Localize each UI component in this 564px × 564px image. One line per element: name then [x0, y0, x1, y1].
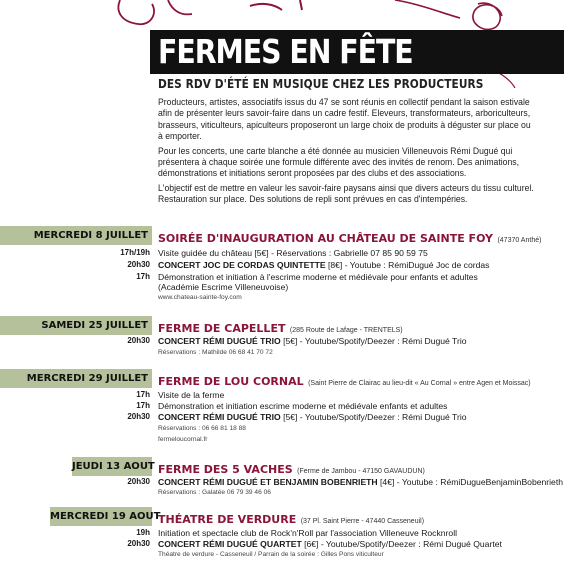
- schedule-desc: Démonstration et initiation à l'escrime moderne et médiévale pour enfants et adultes: [158, 272, 478, 282]
- schedule-desc: Démonstration et initiation escrime moderne et médiévale enfants et adultes: [158, 401, 448, 411]
- schedule-desc: Initiation et spectacle club de Rock'n'Roll par l'association Villeneuve Rocknroll: [158, 528, 458, 538]
- event-location: (285 Route de Lafage - TRENTELS): [289, 327, 403, 334]
- title-banner: [150, 30, 564, 74]
- schedule-desc: Théatre de verdure - Casseneuil / Parrain de la soirée : Gilles Pons viticulteur: [158, 551, 384, 558]
- event-title: [158, 319, 403, 337]
- event-name: FERME DE CAPELLET: [158, 322, 286, 335]
- event-location: (47370 Anthé): [497, 237, 542, 244]
- website-link[interactable]: www.chateau-sainte-foy.com: [158, 294, 242, 301]
- event-date: MERCREDI 19 AOUT: [50, 507, 152, 526]
- schedule-time: 17h/19h: [120, 248, 150, 257]
- event-name: THÉATRE DE VERDURE: [158, 513, 297, 526]
- intro-paragraph: Producteurs, artistes, associatifs issus du 47 se sont réunis en collectif pendant la saison estivale afin de présenter leurs savoir-faire dans un cadre festif. Eleveurs, transformateurs, arboriculteurs, brasseurs, viticulteurs, apiculteurs proposeront un large choix de produits à déguster sur place ou à emporter.: [158, 97, 531, 142]
- schedule-time: 20h30: [127, 539, 150, 548]
- schedule-time: 20h30: [127, 412, 150, 421]
- website-link[interactable]: fermeloucornal.fr: [158, 436, 208, 443]
- schedule-time: 20h30: [127, 477, 150, 486]
- schedule-time: 19h: [136, 528, 150, 537]
- schedule-desc: Visite de la ferme: [158, 390, 225, 400]
- schedule-desc: CONCERT RÉMI DUGUÉ TRIO [5€] - Youtube/Spotify/Deezer : Rémi Dugué Trio: [158, 336, 467, 346]
- schedule-desc: Réservations : 06 66 81 18 88: [158, 425, 246, 432]
- event-date: JEUDI 13 AOUT: [72, 457, 152, 476]
- event-name: FERME DES 5 VACHES: [158, 463, 293, 476]
- event-location: (Ferme de Jambou - 47150 GAVAUDUN): [297, 468, 425, 475]
- intro-text: [158, 97, 534, 209]
- schedule-desc: (Académie Escrime Villeneuvoise): [158, 282, 289, 292]
- intro-paragraph: L'objectif est de mettre en valeur les savoir-faire paysans ainsi que divers acteurs du tissu culturel. Restauration sur place. Des solutions de repli sont prévues en cas d'intempéries.: [158, 182, 534, 205]
- schedule-desc: Réservations : Mathilde 06 68 41 70 72: [158, 349, 273, 356]
- event-title: [158, 510, 424, 528]
- page-subtitle: DES RDV D'ÉTÉ EN MUSIQUE CHEZ LES PRODUCTEURS: [158, 76, 484, 91]
- event-name: SOIRÉE D'INAUGURATION AU CHÂTEAU DE SAINTE FOY: [158, 232, 493, 245]
- event-name: FERME DE LOU CORNAL: [158, 375, 304, 388]
- schedule-time: 17h: [136, 401, 150, 410]
- event-date: SAMEDI 25 JUILLET: [0, 316, 152, 335]
- schedule-desc: CONCERT JOC DE CORDAS QUINTETTE [8€] - Youtube : RémiDugué Joc de cordas: [158, 260, 490, 270]
- intro-paragraph: Pour les concerts, une carte blanche a été donnée au musicien Villeneuvois Rémi Dugué qui présentera à chaque soirée une formule différente avec des invités de renom. Des animations, démonstrations et initiations seront proposées par des clubs et des associations.: [158, 145, 519, 179]
- event-title: [158, 460, 425, 478]
- schedule-time: 17h: [136, 272, 150, 281]
- schedule-time: 20h30: [127, 260, 150, 269]
- schedule-desc: CONCERT RÉMI DUGUÉ TRIO [5€] - Youtube/Spotify/Deezer : Rémi Dugué Trio: [158, 412, 467, 422]
- schedule-time: 20h30: [127, 336, 150, 345]
- schedule-time: 17h: [136, 390, 150, 399]
- event-date: MERCREDI 29 JUILLET: [0, 369, 152, 388]
- schedule-desc: Visite guidée du château [5€] - Réservations : Gabrielle 07 85 90 59 75: [158, 248, 428, 258]
- page-title: FERMES EN FÊTE: [158, 32, 413, 71]
- schedule-desc: CONCERT RÉMI DUGUÉ ET BENJAMIN BOBENRIETH [4€] - Youtube : RémiDugueBenjaminBobenrieth: [158, 477, 564, 487]
- event-title: [158, 372, 531, 390]
- event-title: [158, 229, 541, 247]
- event-date: MERCREDI 8 JUILLET: [0, 226, 152, 245]
- event-location: (Saint Pierre de Clairac au lieu-dit « Au Cornal » entre Agen et Moissac): [308, 380, 531, 387]
- event-location: (37 Pl. Saint Pierre - 47440 Casseneuil): [300, 518, 425, 525]
- schedule-desc: CONCERT RÉMI DUGUÉ QUARTET [6€] - Youtube/Spotify/Deezer : Rémi Dugué Quartet: [158, 539, 502, 549]
- schedule-desc: Réservations : Galatée 06 79 39 46 06: [158, 489, 271, 496]
